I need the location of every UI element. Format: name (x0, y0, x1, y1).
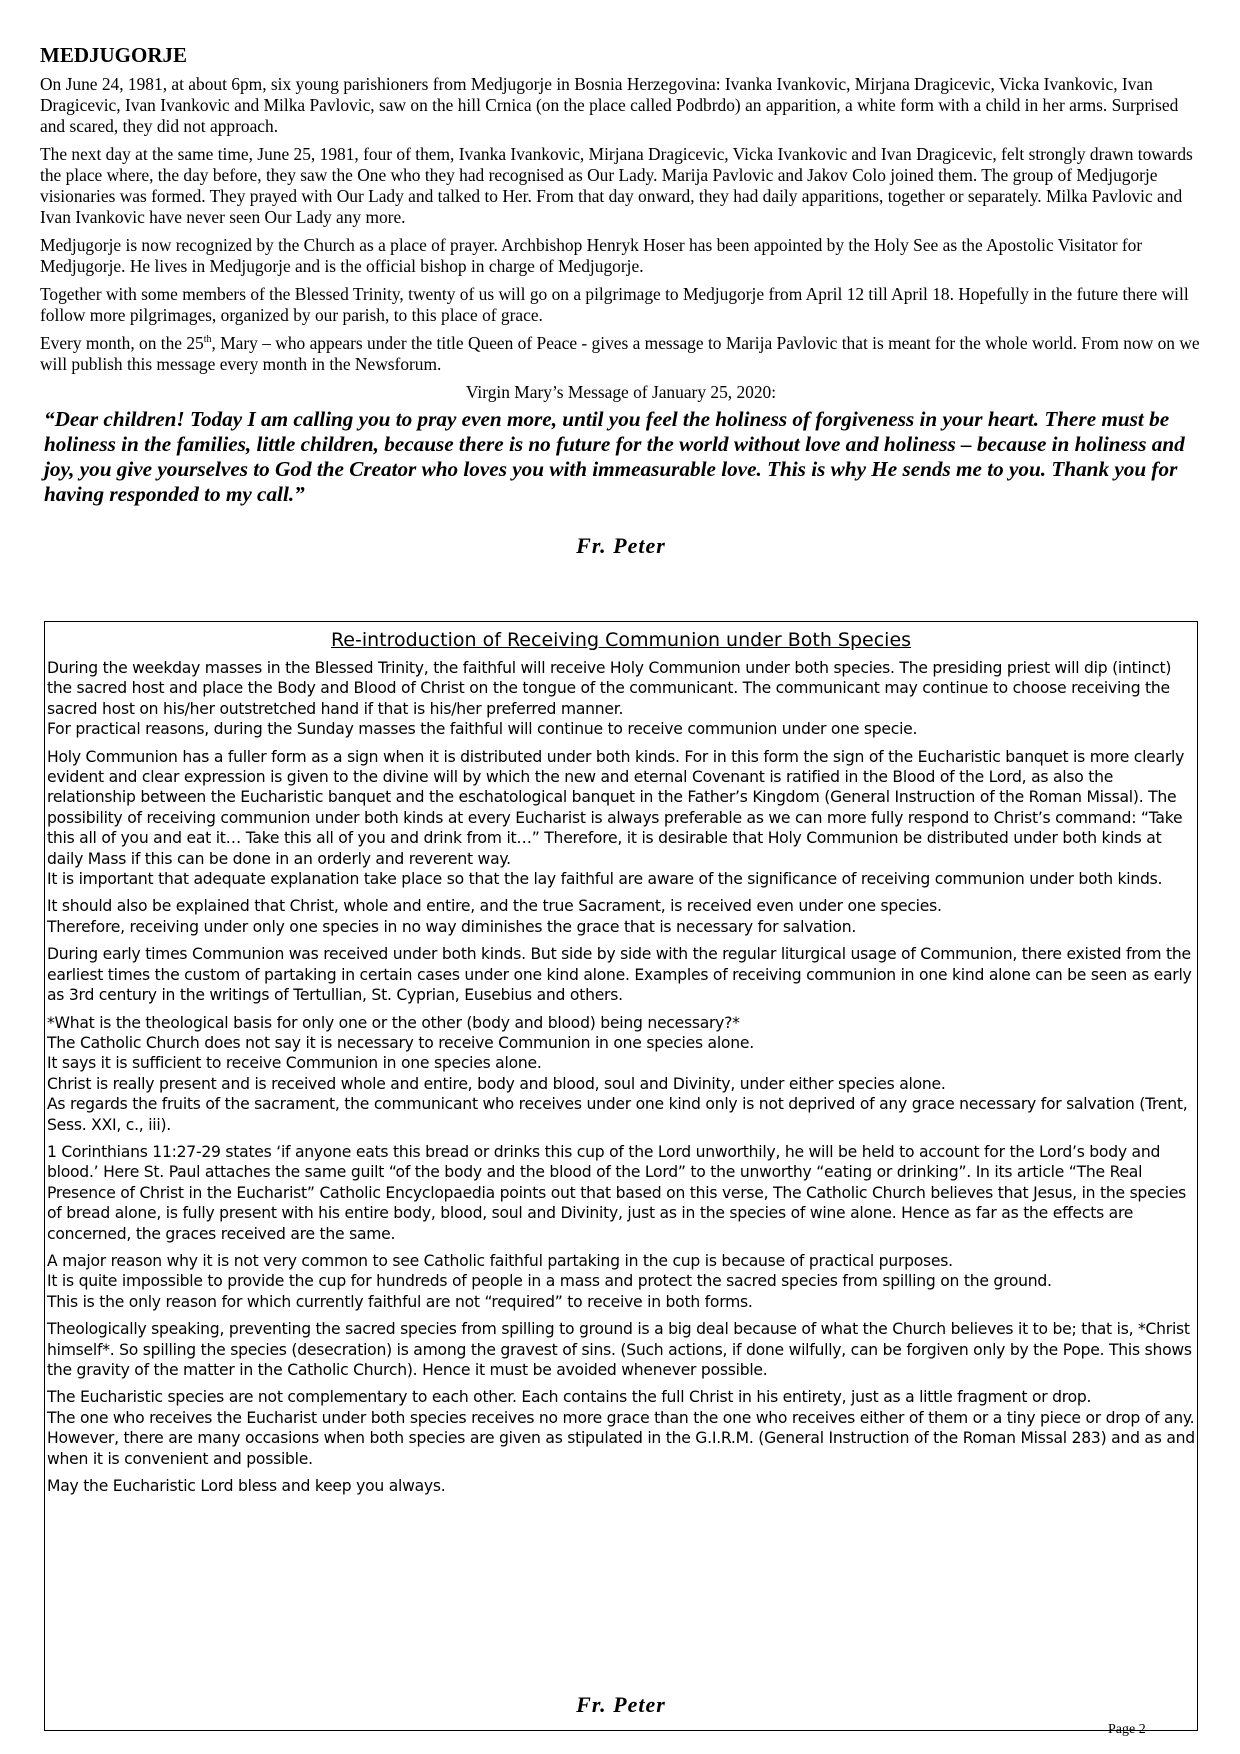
message-intro: Virgin Mary’s Message of January 25, 2020: (465, 382, 777, 402)
communion-article-box (44, 621, 1198, 1731)
article-paragraph (45, 1251, 1197, 1312)
paragraph-line: For practical reasons, during the Sunday masses the faithful will continue to receive communion under one specie. (47, 720, 918, 739)
article-paragraph (45, 944, 1197, 1005)
article-title: Re-introduction of Receiving Communion under Both Species (330, 629, 912, 651)
paragraph-line: This is the only reason for which currently faithful are not “required” to receive in both forms. (47, 1292, 753, 1311)
paragraph-apparition: On June 24, 1981, at about 6pm, six young parishioners from Medjugorje in Bosnia Herzegovina: Ivanka Ivankovic, Mirjana Dragicevic, Vicka Ivankovic, Ivan Dragicevic, Ivan Ivankovic and Milka Pavlovic, saw on the hill Crnica (on the place called Podbrdo) an apparition, a white form with a child in her arms. Surprised and scared, they did not approach. (40, 74, 1179, 136)
box-signature: Fr. Peter (576, 1692, 666, 1717)
article-paragraph (45, 1319, 1197, 1380)
paragraph-line: The Catholic Church does not say it is necessary to receive Communion in one species alone. (47, 1033, 754, 1052)
article-paragraph (45, 1476, 1197, 1496)
article-paragraph (45, 1387, 1197, 1469)
paragraph-line: May the Eucharistic Lord bless and keep you always. (47, 1477, 446, 1496)
paragraph-line: During the weekday masses in the Blessed Trinity, the faithful will receive Holy Communion under both species. The presiding priest will dip (intinct) the sacred host and place the Body and Blood of Christ on the tongue of the communicant. The communicant may continue to choose receiving the sacred host on his/her outstretched hand if that is his/her preferred manner. (47, 659, 1172, 718)
page-number: Page 2 (1108, 1722, 1146, 1737)
paragraph-line: As regards the fruits of the sacrament, the communicant who receives under one kind only is not deprived of any grace necessary for salvation (Trent, Sess. XXI, c., iii). (47, 1095, 1188, 1134)
paragraph-line: During early times Communion was received under both kinds. But side by side with the regular liturgical usage of Communion, there existed from the earliest times the custom of partaking in certain cases under one kind alone. Examples of receiving communion in one kind alone can be seen as early as 3rd century in the writings of Tertullian, St. Cyprian, Eusebius and others. (47, 945, 1192, 1005)
section-heading: MEDJUGORJE (40, 43, 187, 67)
paragraph-line: The one who receives the Eucharist under both species receives no more grace than the one who receives either of them or a tiny piece or drop of any. However, there are many occasions when both species are given as stipulated in the G.I.R.M. (General Instruction of the Roman Missal 283) and as and when it is convenient and possible. (47, 1408, 1195, 1468)
paragraph-recognition: Medjugorje is now recognized by the Church as a place of prayer. Archbishop Henryk Hoser has been appointed by the Holy See as the Apostolic Visitator for Medjugorje. He lives in Medjugorje and is the official bishop in charge of Medjugorje. (40, 235, 1143, 276)
paragraph-line: 1 Corinthians 11:27-29 states ‘if anyone eats this bread or drinks this cup of the Lord unworthily, he will be held to account for the Lord’s body and blood.’ Here St. Paul attaches the same guilt “of the body and the blood of the Lord” to the unworthy “eating or drinking”. In its article “The Real Presence of Christ in the Eucharist” Catholic Encyclopaedia points out that based on this verse, The Catholic Church believes that Jesus, in the species of bread alone, is fully present with his entire body, blood, soul and Divinity, just as in the species of wine alone. Hence as far as the effects are concerned, the graces received are the same. (47, 1142, 1187, 1243)
article-paragraph (45, 1142, 1197, 1244)
paragraph-line: It is quite impossible to provide the cup for hundreds of people in a mass and protect the sacred species from spilling on the ground. (47, 1272, 1052, 1291)
monthly-text-after: , Mary – who appears under the title Queen of Peace - gives a message to Marija Pavlovic that is meant for the whole world. From now on we will publish this message every month in the Newsforum. (40, 333, 1200, 374)
paragraph-line: A major reason why it is not very common to see Catholic faithful partaking in the cup is because of practical purposes. (47, 1251, 953, 1270)
article-paragraph (45, 1013, 1197, 1135)
paragraph-line: Theologically speaking, preventing the sacred species from spilling to ground is a big deal because of what the Church believes it to be; that is, *Christ himself*. So spilling the species (desecration) is among the gravest of sins. (Such actions, if done wilfully, can be forgiven only by the Pope. This shows the gravity of the matter in the Catholic Church). Hence it must be avoided whenever possible. (47, 1320, 1192, 1379)
article-paragraph (45, 658, 1197, 740)
ordinal-suffix: th (203, 334, 212, 346)
paragraph-pilgrimage: Together with some members of the Blessed Trinity, twenty of us will go on a pilgrimage to Medjugorje from April 12 till April 18. Hopefully in the future there will follow more pilgrimages, organized by our parish, to this place of grace. (40, 284, 1189, 325)
monthly-text-before: Every month, on the 25 (40, 333, 204, 353)
paragraph-line: *What is the theological basis for only one or the other (body and blood) being necessary?* (47, 1013, 740, 1032)
paragraph-line: It is important that adequate explanation take place so that the lay faithful are aware of the significance of receiving communion under both kinds. (47, 870, 1163, 889)
paragraph-next-day: The next day at the same time, June 25, 1981, four of them, Ivanka Ivankovic, Mirjana Dragicevic, Vicka Ivankovic and Ivan Dragicevic, felt strongly drawn towards the place where, the day before, they saw the One who they had recognised as Our Lady. Marija Pavlovic and Jakov Colo joined them. The group of Medjugorje visionaries was formed. They prayed with Our Lady and talked to Her. From that day onward, they had daily apparitions, together or separately. Milka Pavlovic and Ivan Ivankovic have never seen Our Lady any more. (40, 144, 1193, 227)
paragraph-line: It says it is sufficient to receive Communion in one species alone. (47, 1054, 542, 1073)
virgin-mary-message: “Dear children! Today I am calling you to pray even more, until you feel the holiness of forgiveness in your heart. There must be holiness in the families, little children, because there is no future for the world without love and holiness – because in holiness and joy, you give yourselves to God the Creator who loves you with immeasurable love. This is why He sends me to you. Thank you for having responded to my call.” (44, 407, 1185, 506)
paragraph-monthly-message (40, 333, 1202, 375)
paragraph-line: Therefore, receiving under only one species in no way diminishes the grace that is necessary for salvation. (47, 917, 857, 936)
medjugorje-section (40, 42, 1202, 559)
signature: Fr. Peter (576, 533, 666, 558)
article-paragraph (45, 896, 1197, 937)
paragraph-line: Christ is really present and is received whole and entire, body and blood, soul and Divinity, under either species alone. (47, 1074, 946, 1093)
paragraph-line: It should also be explained that Christ, whole and entire, and the true Sacrament, is received even under one species. (47, 897, 942, 916)
article-paragraph (45, 747, 1197, 890)
paragraph-line: Holy Communion has a fuller form as a sign when it is distributed under both kinds. For in this form the sign of the Eucharistic banquet is more clearly evident and clear expression is given to the divine will by which the new and eternal Covenant is ratified in the Blood of the Lord, as also the relationship between the Eucharistic banquet and the eschatological banquet in the Father’s Kingdom (General Instruction of the Roman Missal). The possibility of receiving communion under both kinds at every Eucharist is always preferable as we can more fully respond to Christ’s command: “Take this all of you and eat it… Take this all of you and drink from it…” Therefore, it is desirable that Holy Communion be distributed under both kinds at daily Mass if this can be done in an orderly and reverent way. (47, 747, 1185, 868)
paragraph-line: The Eucharistic species are not complementary to each other. Each contains the full Christ in his entirety, just as a little fragment or drop. (47, 1388, 1092, 1407)
